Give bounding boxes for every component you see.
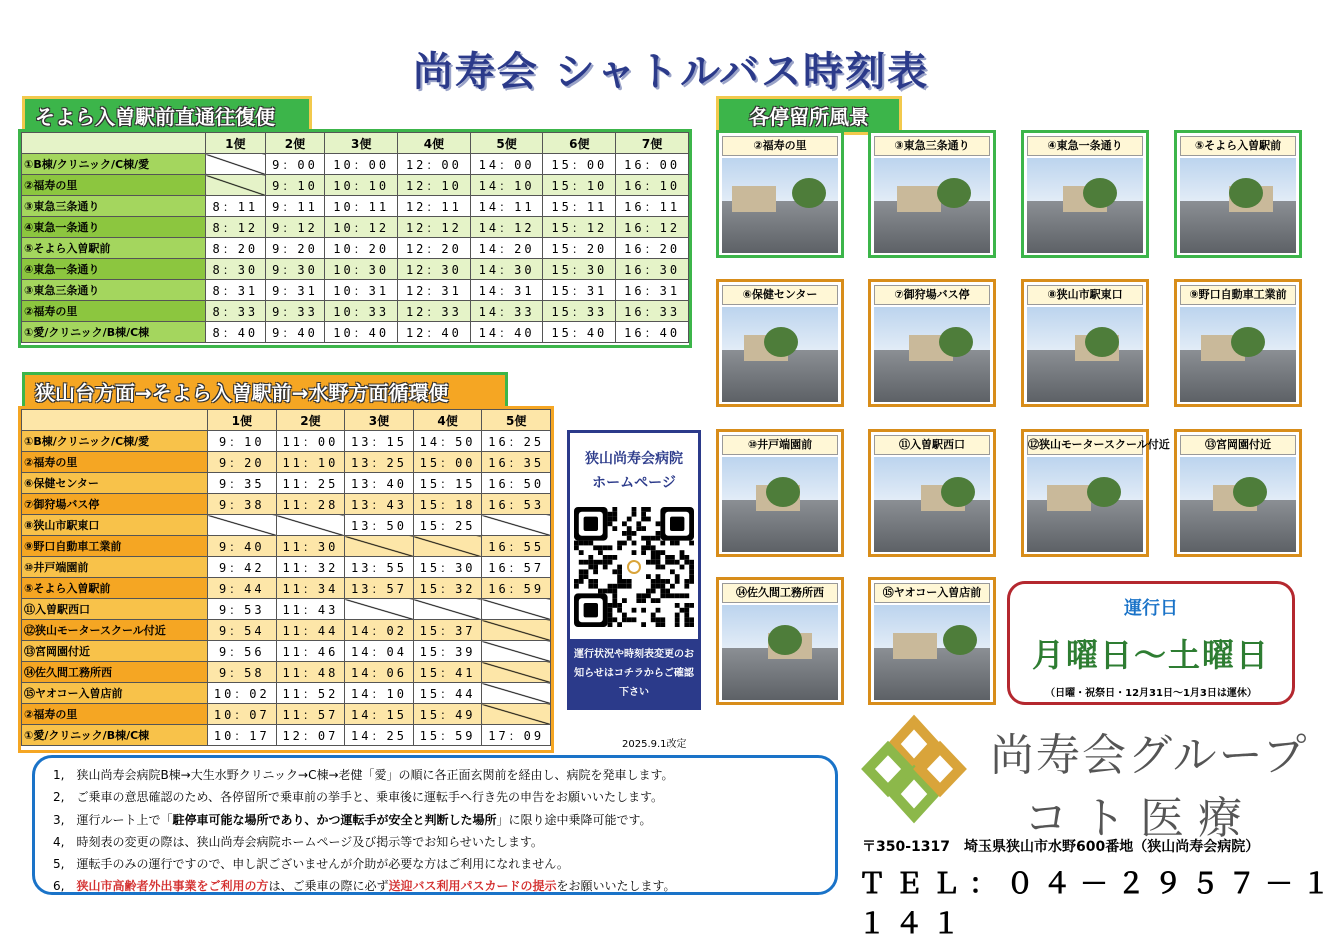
no-service-cell <box>345 536 414 557</box>
time-cell: 16：53 <box>482 494 551 515</box>
stop-name: ⑫狭山モータースクール付近 <box>22 620 208 641</box>
time-cell: 10：40 <box>325 322 398 343</box>
time-cell: 11：57 <box>276 704 345 725</box>
note-3-a: 3, 運行ルート上で「 <box>53 812 173 827</box>
qr-pattern-icon <box>574 507 694 627</box>
time-cell: 16：10 <box>616 175 689 196</box>
table-row <box>22 725 551 746</box>
table-row <box>22 301 689 322</box>
stop-photo-image <box>874 457 990 552</box>
group-subname: コト医療 <box>1024 793 1256 844</box>
column-header: 2便 <box>265 133 325 154</box>
column-header: 5便 <box>470 133 543 154</box>
time-cell: 9：54 <box>208 620 277 641</box>
time-cell: 14：25 <box>345 725 414 746</box>
stop-photo-label: ⑥保健センター <box>722 285 838 305</box>
time-cell: 12：31 <box>398 280 471 301</box>
stop-photo-image <box>722 158 838 253</box>
no-service-cell <box>208 515 277 536</box>
note-1: 1, 狭山尚寿会病院B棟→大生水野クリニック→C棟→老健「愛」の順に各正面玄関前を経由し、病院を発車します。 <box>53 768 674 782</box>
stop-name: ⑬宮岡園付近 <box>22 641 208 662</box>
time-cell: 16：40 <box>616 322 689 343</box>
no-service-cell <box>482 620 551 641</box>
time-cell: 10：00 <box>325 154 398 175</box>
qr-note: 運行状況や時刻表変更のお知らせはコチラからご確認下さい <box>570 639 698 708</box>
time-cell: 15：44 <box>413 683 482 704</box>
stops-title: 各停留所風景 <box>716 96 902 135</box>
stop-name: ⑤そよら入曽駅前 <box>22 238 206 259</box>
time-cell: 17：09 <box>482 725 551 746</box>
time-cell: 14：11 <box>470 196 543 217</box>
note-6-a: 6, <box>53 879 77 894</box>
stop-photo-card <box>868 577 996 705</box>
stop-photo-image <box>722 307 838 402</box>
column-header: 4便 <box>398 133 471 154</box>
time-cell: 15：10 <box>543 175 616 196</box>
time-cell: 15：33 <box>543 301 616 322</box>
table-row <box>22 322 689 343</box>
time-cell: 9：10 <box>208 431 277 452</box>
time-cell: 9：12 <box>265 217 325 238</box>
table-row <box>22 473 551 494</box>
stop-photo-card <box>1021 130 1149 258</box>
time-cell: 9：42 <box>208 557 277 578</box>
time-cell: 13：40 <box>345 473 414 494</box>
time-cell: 11：48 <box>276 662 345 683</box>
qr-title <box>570 447 698 495</box>
time-cell: 14：15 <box>345 704 414 725</box>
stop-photo-card <box>868 429 996 557</box>
time-cell: 14：31 <box>470 280 543 301</box>
time-cell: 11：46 <box>276 641 345 662</box>
stop-name: ②福寿の里 <box>22 452 208 473</box>
time-cell: 9：20 <box>208 452 277 473</box>
stop-photo-label: ⑧狭山市駅東口 <box>1027 285 1143 305</box>
time-cell: 13：50 <box>345 515 414 536</box>
table-row <box>22 515 551 536</box>
no-service-cell <box>206 154 266 175</box>
stop-name: ⑪入曽駅西口 <box>22 599 208 620</box>
qr-title-line2: ホームページ <box>592 475 676 491</box>
time-cell: 14：02 <box>345 620 414 641</box>
time-cell: 12：40 <box>398 322 471 343</box>
no-service-cell <box>482 515 551 536</box>
stop-name: ③東急三条通り <box>22 280 206 301</box>
stop-photo-label: ③東急三条通り <box>874 136 990 156</box>
time-cell: 16：12 <box>616 217 689 238</box>
time-cell: 8：31 <box>206 280 266 301</box>
time-cell: 14：40 <box>470 322 543 343</box>
no-service-cell <box>482 599 551 620</box>
time-cell: 16：20 <box>616 238 689 259</box>
page-title: 尚寿会 シャトルバス時刻表 <box>412 49 930 95</box>
time-cell: 13：15 <box>345 431 414 452</box>
time-cell: 12：00 <box>398 154 471 175</box>
time-cell: 10：11 <box>325 196 398 217</box>
time-cell: 15：31 <box>543 280 616 301</box>
note-3-d: です。 <box>616 812 652 827</box>
no-service-cell <box>413 599 482 620</box>
table-row <box>22 683 551 704</box>
time-cell: 15：49 <box>413 704 482 725</box>
time-cell: 16：57 <box>482 557 551 578</box>
stop-name: ⑩井戸端園前 <box>22 557 208 578</box>
time-cell: 8：33 <box>206 301 266 322</box>
time-cell: 16：25 <box>482 431 551 452</box>
stop-photo-image <box>1180 307 1296 402</box>
stop-name: ②福寿の里 <box>22 704 208 725</box>
time-cell: 16：33 <box>616 301 689 322</box>
stop-name: ⑤そよら入曽駅前 <box>22 578 208 599</box>
section2-title: 狭山台方面→そよら入曽駅前→水野方面循環便 <box>22 372 508 411</box>
column-header: 5便 <box>482 410 551 431</box>
no-service-cell <box>482 704 551 725</box>
stop-photo-label: ②福寿の里 <box>722 136 838 156</box>
time-cell: 13：55 <box>345 557 414 578</box>
time-cell: 14：00 <box>470 154 543 175</box>
time-cell: 14：04 <box>345 641 414 662</box>
stop-photo-card <box>716 577 844 705</box>
no-service-cell <box>482 662 551 683</box>
time-cell: 10：10 <box>325 175 398 196</box>
table-row <box>22 238 689 259</box>
time-cell: 12：30 <box>398 259 471 280</box>
time-cell: 16：50 <box>482 473 551 494</box>
table-row <box>22 557 551 578</box>
operation-note: （日曜・祝祭日・12月31日～1月3日は運休） <box>1045 688 1257 699</box>
time-cell: 15：37 <box>413 620 482 641</box>
no-service-cell <box>482 683 551 704</box>
time-cell: 9：33 <box>265 301 325 322</box>
time-cell: 15：00 <box>413 452 482 473</box>
no-service-cell <box>345 599 414 620</box>
stop-name: ①愛/クリニック/B棟/C棟 <box>22 322 206 343</box>
address: 〒350-1317 埼玉県狭山市水野600番地（狭山尚寿会病院） <box>862 839 1260 855</box>
stop-photo-label: ⑤そよら入曽駅前 <box>1180 136 1296 156</box>
time-cell: 14：10 <box>345 683 414 704</box>
stop-photo-label: ⑮ヤオコー入曽店前 <box>874 583 990 603</box>
table-row <box>22 431 551 452</box>
time-cell: 9：11 <box>265 196 325 217</box>
table-row <box>22 536 551 557</box>
time-cell: 11：44 <box>276 620 345 641</box>
stop-photo-label: ⑭佐久間工務所西 <box>722 583 838 603</box>
column-header: 4便 <box>413 410 482 431</box>
no-service-cell <box>413 536 482 557</box>
stop-photo-image <box>1027 307 1143 402</box>
note-6-d: 送迎バス利用パスカードの提示 <box>388 879 557 894</box>
time-cell: 14：50 <box>413 431 482 452</box>
time-cell: 16：35 <box>482 452 551 473</box>
no-service-cell <box>206 175 266 196</box>
stop-name: ②福寿の里 <box>22 301 206 322</box>
time-cell: 9：31 <box>265 280 325 301</box>
time-cell: 15：30 <box>543 259 616 280</box>
notes-box <box>32 755 838 895</box>
table-row <box>22 620 551 641</box>
stop-photo-card <box>1174 130 1302 258</box>
stop-photo-card <box>716 279 844 407</box>
time-cell: 9：58 <box>208 662 277 683</box>
stop-name: ①B棟/クリニック/C棟/愛 <box>22 154 206 175</box>
time-cell: 15：25 <box>413 515 482 536</box>
time-cell: 11：34 <box>276 578 345 599</box>
time-cell: 15：12 <box>543 217 616 238</box>
homepage-qr-panel[interactable] <box>567 430 701 710</box>
time-cell: 16：11 <box>616 196 689 217</box>
stop-name: ⑭佐久間工務所西 <box>22 662 208 683</box>
time-cell: 9：35 <box>208 473 277 494</box>
revised-date: 2025.9.1改定 <box>622 739 687 750</box>
stop-photo-image <box>874 158 990 253</box>
timetable-loop <box>21 409 551 746</box>
time-cell: 9：56 <box>208 641 277 662</box>
stop-photo-image <box>1180 158 1296 253</box>
no-service-cell <box>276 515 345 536</box>
note-3-c: 」に限り途中乗降可能 <box>496 812 617 827</box>
time-cell: 10：20 <box>325 238 398 259</box>
note-6-b: 狭山市高齢者外出事業をご利用の方 <box>76 879 269 894</box>
time-cell: 9：38 <box>208 494 277 515</box>
column-header: 2便 <box>276 410 345 431</box>
time-cell: 9：44 <box>208 578 277 599</box>
stop-photo-label: ⑬宮岡園付近 <box>1180 435 1296 455</box>
time-cell: 14：20 <box>470 238 543 259</box>
time-cell: 10：07 <box>208 704 277 725</box>
time-cell: 16：59 <box>482 578 551 599</box>
stop-photo-image <box>722 457 838 552</box>
operation-heading: 運行日 <box>1124 598 1178 619</box>
stop-name: ③東急三条通り <box>22 196 206 217</box>
stop-photo-card <box>1174 279 1302 407</box>
time-cell: 13：25 <box>345 452 414 473</box>
time-cell: 8：11 <box>206 196 266 217</box>
column-header: 1便 <box>206 133 266 154</box>
table-row <box>22 280 689 301</box>
note-6 <box>53 875 835 897</box>
time-cell: 15：15 <box>413 473 482 494</box>
time-cell: 16：00 <box>616 154 689 175</box>
stop-photo-card <box>1174 429 1302 557</box>
time-cell: 9：20 <box>265 238 325 259</box>
time-cell: 10：30 <box>325 259 398 280</box>
stop-photo-card <box>716 429 844 557</box>
time-cell: 9：40 <box>265 322 325 343</box>
time-cell: 8：30 <box>206 259 266 280</box>
stop-photo-card <box>1021 429 1170 557</box>
stop-name: ⑦御狩場バス停 <box>22 494 208 515</box>
table-row <box>22 662 551 683</box>
stop-photo-card <box>716 130 844 258</box>
time-cell: 15：20 <box>543 238 616 259</box>
no-service-cell <box>482 641 551 662</box>
time-cell: 15：59 <box>413 725 482 746</box>
note-3 <box>53 809 835 831</box>
time-cell: 16：30 <box>616 259 689 280</box>
stop-photo-label: ⑨野口自動車工業前 <box>1180 285 1296 305</box>
timetable-direct <box>21 132 689 343</box>
stop-name: ⑨野口自動車工業前 <box>22 536 208 557</box>
time-cell: 9：40 <box>208 536 277 557</box>
time-cell: 10：31 <box>325 280 398 301</box>
group-name: 尚寿会グループ <box>990 730 1309 781</box>
table-row <box>22 217 689 238</box>
time-cell: 15：32 <box>413 578 482 599</box>
time-cell: 15：39 <box>413 641 482 662</box>
stop-name: ①愛/クリニック/B棟/C棟 <box>22 725 208 746</box>
time-cell: 13：43 <box>345 494 414 515</box>
stop-photo-image <box>722 605 838 700</box>
time-cell: 11：30 <box>276 536 345 557</box>
time-cell: 15：41 <box>413 662 482 683</box>
stop-name: ①B棟/クリニック/C棟/愛 <box>22 431 208 452</box>
table-row <box>22 494 551 515</box>
time-cell: 11：32 <box>276 557 345 578</box>
time-cell: 12：12 <box>398 217 471 238</box>
time-cell: 14：33 <box>470 301 543 322</box>
note-6-c: は、ご乗車の際に必ず <box>268 879 389 894</box>
table-row <box>22 641 551 662</box>
time-cell: 9：10 <box>265 175 325 196</box>
time-cell: 10：02 <box>208 683 277 704</box>
time-cell: 11：52 <box>276 683 345 704</box>
time-cell: 9：30 <box>265 259 325 280</box>
table-row <box>22 259 689 280</box>
time-cell: 12：11 <box>398 196 471 217</box>
time-cell: 13：57 <box>345 578 414 599</box>
time-cell: 15：30 <box>413 557 482 578</box>
table-row <box>22 578 551 599</box>
time-cell: 15：00 <box>543 154 616 175</box>
column-header: 1便 <box>208 410 277 431</box>
note-6-e: をお願いいたします。 <box>556 879 676 894</box>
time-cell: 8：20 <box>206 238 266 259</box>
table-row <box>22 196 689 217</box>
time-cell: 16：55 <box>482 536 551 557</box>
stop-name: ⑥保健センター <box>22 473 208 494</box>
group-logo-icon <box>850 714 978 824</box>
qr-title-line1: 狭山尚寿会病院 <box>585 451 683 467</box>
column-header: 3便 <box>325 133 398 154</box>
note-5: 5, 運転手のみの運行ですので、申し訳ございませんが介助が必要な方はご利用になれません。 <box>53 857 569 872</box>
time-cell: 12：07 <box>276 725 345 746</box>
time-cell: 12：33 <box>398 301 471 322</box>
stop-photo-image <box>1027 158 1143 253</box>
note-4: 4, 時刻表の変更の際は、狭山尚寿会病院ホームページ及び掲示等でお知らせいたします。 <box>53 834 543 849</box>
note-3-b: 駐停車可能な場所であり、かつ運転手が安全と判断した場所 <box>172 812 497 827</box>
time-cell: 9：00 <box>265 154 325 175</box>
time-cell: 10：17 <box>208 725 277 746</box>
stop-photo-card <box>868 130 996 258</box>
table-row <box>22 154 689 175</box>
time-cell: 8：40 <box>206 322 266 343</box>
time-cell: 9：53 <box>208 599 277 620</box>
stop-photo-label: ⑦御狩場バス停 <box>874 285 990 305</box>
time-cell: 14：12 <box>470 217 543 238</box>
stop-photo-card <box>1021 279 1149 407</box>
stop-photo-label: ⑪入曽駅西口 <box>874 435 990 455</box>
stop-photo-image <box>874 605 990 700</box>
note-2: 2, ご乗車の意思確認のため、各停留所で乗車前の挙手と、乗車後に運転手へ行き先の申告をお願いいたします。 <box>53 790 664 805</box>
time-cell: 14：06 <box>345 662 414 683</box>
stop-photo-image <box>1027 457 1143 552</box>
stop-photo-label: ⑫狭山モータースクール付近 <box>1027 435 1143 455</box>
time-cell: 14：30 <box>470 259 543 280</box>
table-row <box>22 704 551 725</box>
time-cell: 12：10 <box>398 175 471 196</box>
time-cell: 16：31 <box>616 280 689 301</box>
time-cell: 14：10 <box>470 175 543 196</box>
stop-name: ⑧狭山市駅東口 <box>22 515 208 536</box>
column-header: 7便 <box>616 133 689 154</box>
stop-name: ④東急一条通り <box>22 259 206 280</box>
time-cell: 10：12 <box>325 217 398 238</box>
table-row <box>22 175 689 196</box>
time-cell: 11：10 <box>276 452 345 473</box>
section1-title: そよら入曽駅前直通往復便 <box>22 96 312 135</box>
column-header: 6便 <box>543 133 616 154</box>
telephone[interactable]: ＴＥＬ：０４－２９５７－１１４１ <box>858 867 1340 940</box>
time-cell: 11：00 <box>276 431 345 452</box>
stop-name: ④東急一条通り <box>22 217 206 238</box>
stop-photo-card <box>868 279 996 407</box>
time-cell: 11：43 <box>276 599 345 620</box>
time-cell: 10：33 <box>325 301 398 322</box>
stop-name: ⑮ヤオコー入曽店前 <box>22 683 208 704</box>
time-cell: 8：12 <box>206 217 266 238</box>
time-cell: 11：25 <box>276 473 345 494</box>
column-header: 3便 <box>345 410 414 431</box>
stop-photo-image <box>874 307 990 402</box>
table-row <box>22 452 551 473</box>
stop-photo-image <box>1180 457 1296 552</box>
time-cell: 15：18 <box>413 494 482 515</box>
time-cell: 15：11 <box>543 196 616 217</box>
operation-days-box <box>1007 581 1295 705</box>
stop-photo-label: ⑩井戸端園前 <box>722 435 838 455</box>
time-cell: 12：20 <box>398 238 471 259</box>
table-row <box>22 599 551 620</box>
operation-days: 月曜日～土曜日 <box>1031 636 1270 674</box>
stop-photo-label: ④東急一条通り <box>1027 136 1143 156</box>
time-cell: 11：28 <box>276 494 345 515</box>
qr-code-icon[interactable] <box>574 507 694 627</box>
stop-name: ②福寿の里 <box>22 175 206 196</box>
time-cell: 15：40 <box>543 322 616 343</box>
